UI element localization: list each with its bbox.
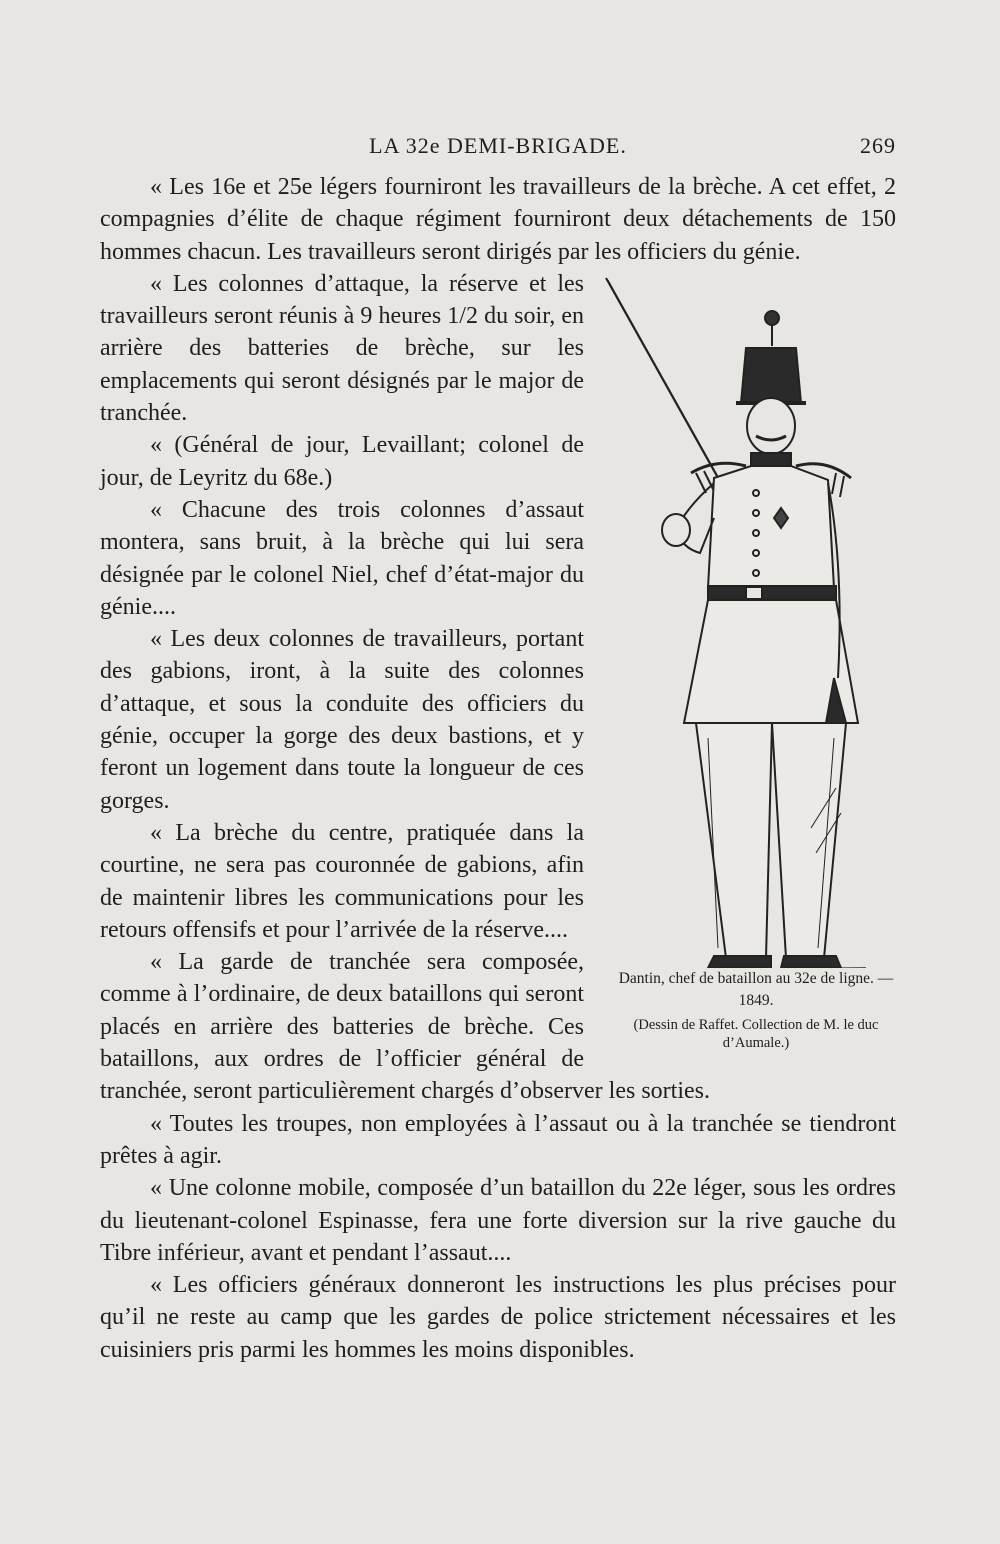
- page-number: 269: [860, 133, 896, 158]
- paragraph: « La brèche du centre, pratiquée dans la courtine, ne sera pas couronnée de gabions, afin de maintenir libres les communications pour les retours offensifs et pour l’arrivée de la réserve....: [100, 819, 584, 943]
- paragraph: « Toutes les troupes, non employées à l’assaut ou à la tranchée se tiendront prêtes à agir.: [100, 1110, 896, 1169]
- text-body: [100, 171, 896, 1366]
- officer-illustration: [596, 268, 896, 968]
- paragraph: « La garde de tranchée sera composée, comme à l’ordinaire, de deux bataillons qui seront placés en arrière des batteries de brèche. Ces bataillons, aux ordres de l’officier général de tranchée, seront particulièrement chargés d’observer les sorties.: [100, 949, 710, 1105]
- caption-credit: (Dessin de Raffet. Collection de M. le duc d’Aumale.): [633, 1016, 879, 1051]
- paragraph: « Les 16e et 25e légers fourniront les travailleurs de la brèche. A cet effet, 2 compagnies d’élite de chaque régiment fourniront deux détachements de 150 hommes chacun. Les travailleurs seront dirigés par les officiers du génie.: [100, 174, 896, 265]
- caption-line: Dantin, chef de bataillon au 32e de ligne. — 1849.: [618, 969, 894, 1009]
- paragraph: « Une colonne mobile, composée d’un bataillon du 22e léger, sous les ordres du lieutenant-colonel Espinasse, fera une forte diversion sur la rive gauche du Tibre inférieur, avant et pendant l’assaut....: [100, 1175, 896, 1266]
- paragraph: « Les colonnes d’attaque, la réserve et les travailleurs seront réunis à 9 heures 1/2 du soir, en arrière des batteries de brèche, sur les emplacements qui seront désignés par le major de tranchée.: [100, 270, 584, 427]
- paragraph: « Les deux colonnes de travailleurs, portant des gabions, iront, à la suite des colonnes d’attaque, et sous la conduite des officiers du génie, occuper la gorge des deux bastions, et y feront un logement dans toute la longueur de ces gorges.: [100, 626, 584, 814]
- illustration-figure: [596, 268, 896, 1068]
- paragraph: « Chacune des trois colonnes d’assaut montera, sans bruit, à la brèche qui lui sera désignée par le colonel Niel, chef d’état-major du génie....: [100, 496, 584, 620]
- running-title: LA 32e DEMI-BRIGADE.: [369, 133, 627, 158]
- paragraph: « (Général de jour, Levaillant; colonel de jour, de Leyritz du 68e.): [100, 432, 584, 491]
- running-header: [100, 133, 896, 163]
- paragraph: « Les officiers généraux donneront les instructions les plus précises pour qu’il ne reste au camp que les gardes de police strictement nécessaires et les cuisiniers pris parmi les hommes les moins disponibles.: [100, 1272, 896, 1363]
- figure-caption: [616, 968, 896, 1052]
